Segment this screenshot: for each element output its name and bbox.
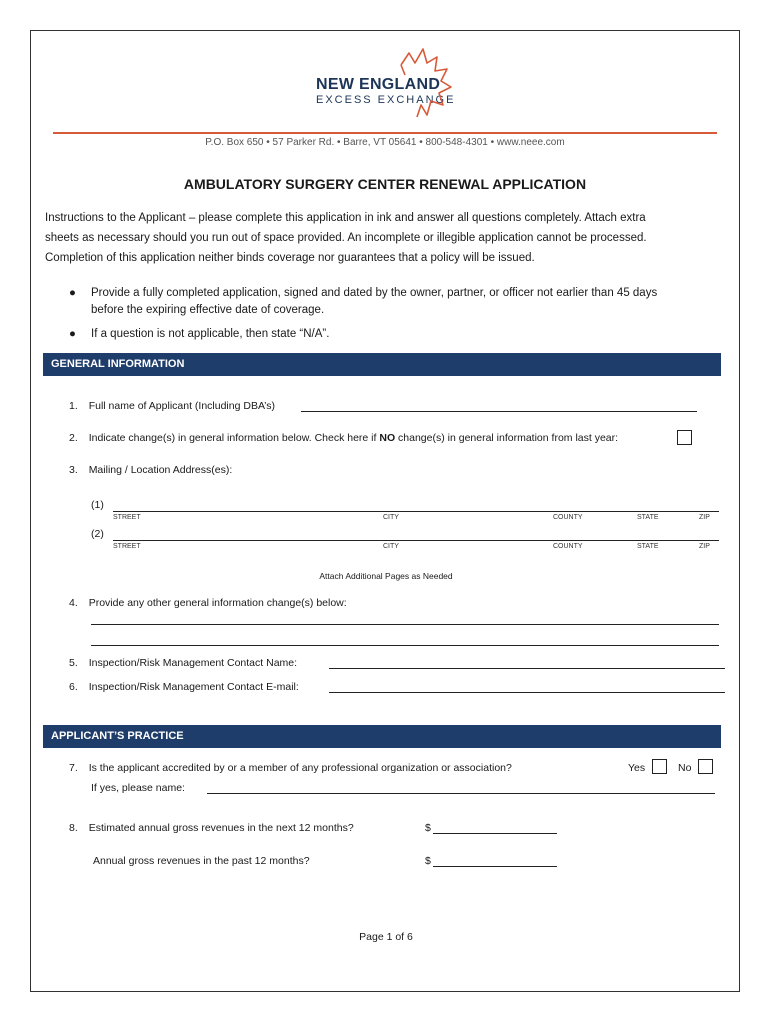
section-header-general: GENERAL INFORMATION bbox=[43, 353, 721, 376]
other-changes-line-1[interactable] bbox=[91, 624, 719, 625]
question-text: Indicate change(s) in general information below. Check here if bbox=[88, 432, 380, 444]
street-caption: STREET bbox=[113, 543, 141, 550]
no-change-checkbox[interactable] bbox=[677, 430, 692, 445]
next-12-revenue-field[interactable] bbox=[433, 833, 557, 834]
address-row-label: (1) bbox=[91, 499, 104, 511]
logo-line-2: EXCESS EXCHANGE bbox=[316, 94, 456, 106]
past-revenue-text: Annual gross revenues in the past 12 months? bbox=[93, 855, 310, 867]
instructions-line: sheets as necessary should you run out of space provided. An incomplete or illegible application cannot be processed. bbox=[45, 232, 647, 244]
question-number: 8. bbox=[69, 822, 78, 834]
city-caption: CITY bbox=[383, 514, 399, 521]
question-text: Inspection/Risk Management Contact E-mail: bbox=[88, 681, 299, 693]
question-number: 6. bbox=[69, 681, 78, 693]
zip-caption: ZIP bbox=[699, 514, 710, 521]
street-caption: STREET bbox=[113, 514, 141, 521]
no-checkbox[interactable] bbox=[698, 759, 713, 774]
county-caption: COUNTY bbox=[553, 543, 583, 550]
applicant-name-field[interactable] bbox=[301, 411, 697, 412]
bullet-icon: ● bbox=[69, 287, 76, 299]
company-address: P.O. Box 650 • 57 Parker Rd. • Barre, VT 05641 • 800-548-4301 • www.neee.com bbox=[205, 137, 565, 148]
question-text: change(s) in general information from last year: bbox=[395, 432, 619, 444]
contact-email-field[interactable] bbox=[329, 692, 725, 693]
question-number: 2. bbox=[69, 432, 78, 444]
logo-line-1: NEW ENGLAND bbox=[316, 76, 441, 93]
bullet-line: Provide a fully completed application, signed and dated by the owner, partner, or officer not earlier than 45 days bbox=[91, 287, 658, 299]
question-8 bbox=[69, 821, 354, 835]
question-1 bbox=[69, 399, 275, 413]
question-text: Is the applicant accredited by or a member of any professional organization or association? bbox=[88, 762, 512, 774]
address-2-field[interactable] bbox=[113, 540, 719, 541]
instructions-line: Instructions to the Applicant – please complete this application in ink and answer all questions completely. Attach extra bbox=[45, 212, 646, 224]
question-2 bbox=[69, 431, 618, 445]
address-row-label: (2) bbox=[91, 528, 104, 540]
question-text: Inspection/Risk Management Contact Name: bbox=[88, 657, 298, 669]
question-text: Full name of Applicant (Including DBA’s) bbox=[88, 400, 276, 412]
state-caption: STATE bbox=[637, 514, 659, 521]
question-emphasis: NO bbox=[379, 432, 396, 444]
county-caption: COUNTY bbox=[553, 514, 583, 521]
bullet-line: before the expiring effective date of coverage. bbox=[91, 304, 325, 316]
page-title: AMBULATORY SURGERY CENTER RENEWAL APPLICATION bbox=[183, 176, 587, 192]
question-7 bbox=[69, 761, 512, 775]
section-header-practice: APPLICANT’S PRACTICE bbox=[43, 725, 721, 748]
page-number: Page 1 of 6 bbox=[359, 931, 413, 943]
question-6 bbox=[69, 680, 299, 694]
question-number: 7. bbox=[69, 762, 78, 774]
question-number: 1. bbox=[69, 400, 78, 412]
question-text: Estimated annual gross revenues in the next 12 months? bbox=[88, 822, 354, 834]
question-text: Provide any other general information change(s) below: bbox=[88, 597, 347, 609]
maple-leaf-icon bbox=[371, 45, 461, 125]
bullet-icon: ● bbox=[69, 328, 76, 340]
instructions-line: Completion of this application neither binds coverage nor guarantees that a policy will be issued. bbox=[45, 252, 535, 264]
other-changes-line-2[interactable] bbox=[91, 645, 719, 646]
yes-checkbox[interactable] bbox=[652, 759, 667, 774]
bullet-item bbox=[69, 326, 731, 343]
header-rule bbox=[53, 132, 717, 134]
zip-caption: ZIP bbox=[699, 543, 710, 550]
contact-name-field[interactable] bbox=[329, 668, 725, 669]
question-followup: If yes, please name: bbox=[91, 782, 185, 794]
address-1-field[interactable] bbox=[113, 511, 719, 512]
bullet-line: If a question is not applicable, then state “N/A”. bbox=[91, 328, 330, 340]
past-12-revenue-field[interactable] bbox=[433, 866, 557, 867]
organization-name-field[interactable] bbox=[207, 793, 715, 794]
currency-symbol: $ bbox=[425, 855, 431, 867]
no-label: No bbox=[678, 762, 692, 774]
city-caption: CITY bbox=[383, 543, 399, 550]
question-number: 5. bbox=[69, 657, 78, 669]
yes-label: Yes bbox=[628, 762, 646, 774]
form-page bbox=[30, 30, 740, 992]
question-5 bbox=[69, 656, 297, 670]
attach-note: Attach Additional Pages as Needed bbox=[319, 571, 453, 581]
question-4 bbox=[69, 596, 347, 610]
question-3 bbox=[69, 463, 232, 477]
instructions bbox=[45, 208, 735, 268]
currency-symbol: $ bbox=[425, 822, 431, 834]
question-text: Mailing / Location Address(es): bbox=[88, 464, 233, 476]
bullet-item bbox=[69, 285, 731, 319]
question-number: 4. bbox=[69, 597, 78, 609]
state-caption: STATE bbox=[637, 543, 659, 550]
question-number: 3. bbox=[69, 464, 78, 476]
